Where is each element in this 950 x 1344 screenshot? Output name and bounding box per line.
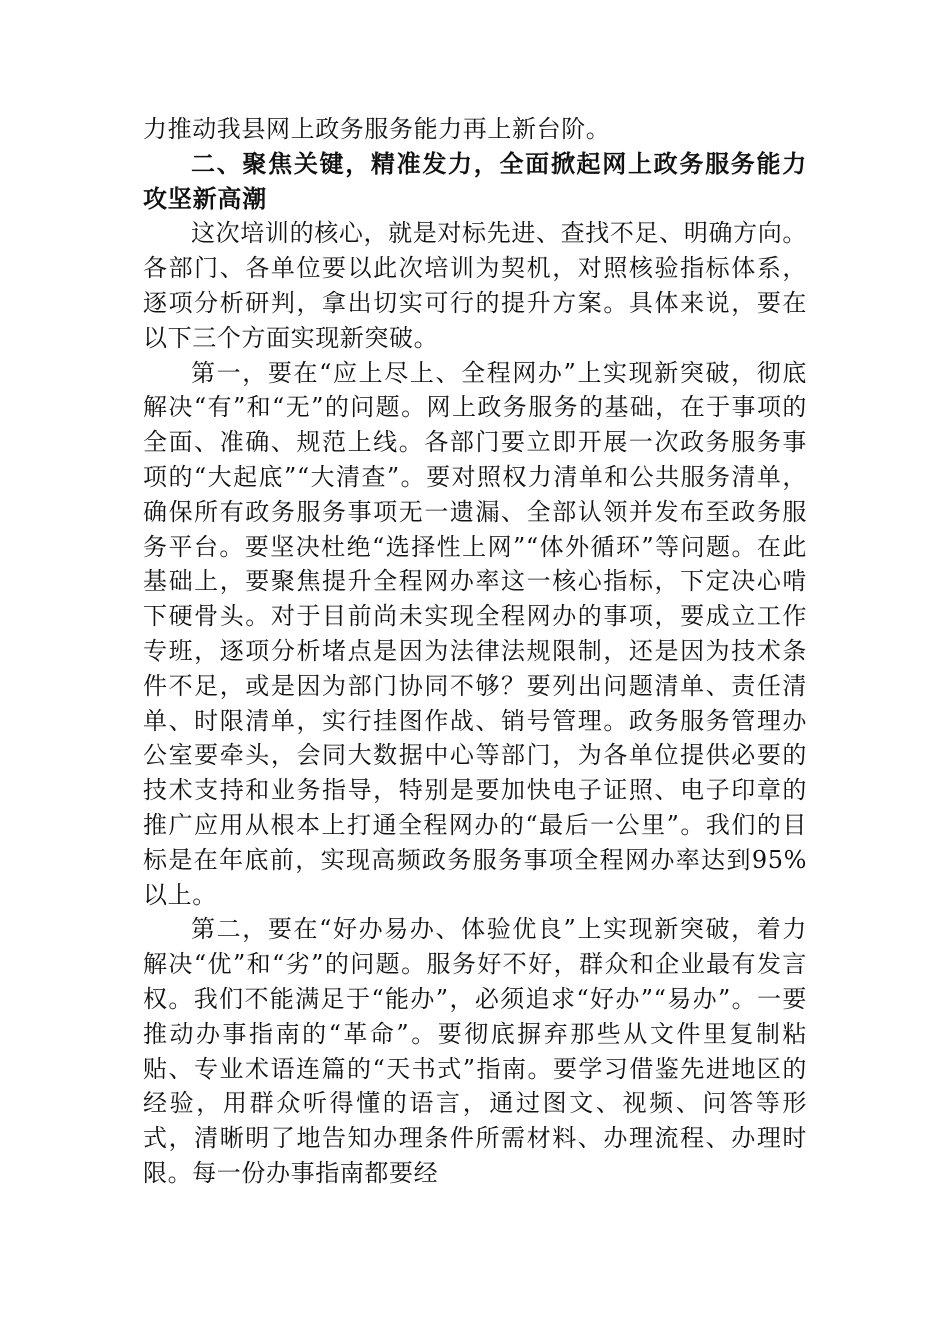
paragraph-intro: 这次培训的核心，就是对标先进、查找不足、明确方向。各部门、各单位要以此次培训为契机，对照核验指标体系，逐项分析研判，拿出切实可行的提升方案。具体来说，要在以下三个方面实现新突破。 <box>143 219 807 352</box>
document-body <box>143 112 807 1191</box>
section-heading: 二、聚焦关键，精准发力，全面掀起网上政务服务能力攻坚新高潮 <box>143 149 807 213</box>
paragraph-first-point: 第一，要在“应上尽上、全程网办”上实现新突破，彻底解决“有”和“无”的问题。网上政务服务的基础，在于事项的全面、准确、规范上线。各部门要立即开展一次政务服务事项的“大起底”“大清查”。要对照权力清单和公共服务清单，确保所有政务服务事项无一遗漏、全部认领并发布至政务服务平台。要坚决杜绝“选择性上网”“体外循环”等问题。在此基础上，要聚焦提升全程网办率这一核心指标，下定决心啃下硬骨头。对于目前尚未实现全程网办的事项，要成立工作专班，逐项分析堵点是因为法律法规限制，还是因为技术条件不足，或是因为部门协同不够？要列出问题清单、责任清单、时限清单，实行挂图作战、销号管理。政务服务管理办公室要牵头，会同大数据中心等部门，为各单位提供必要的技术支持和业务指导，特别是要加快电子证照、电子印章的推广应用从根本上打通全程网办的“最后一公里”。我们的目标是在年底前，实现高频政务服务事项全程网办率达到95%以上。 <box>143 358 807 909</box>
paragraph-continuation: 力推动我县网上政务服务能力再上新台阶。 <box>143 115 611 143</box>
paragraph-second-point: 第二，要在“好办易办、体验优良”上实现新突破，着力解决“优”和“劣”的问题。服务好不好，群众和企业最有发言权。我们不能满足于“能办”，必须追求“好办”“易办”。一要推动办事指南的“革命”。要彻底摒弃那些从文件里复制粘贴、专业术语连篇的“天书式”指南。要学习借鉴先进地区的经验，用群众听得懂的语言，通过图文、视频、问答等形式，清晰明了地告知办理条件所需材料、办理流程、办理时限。每一份办事指南都要经 <box>143 915 807 1187</box>
